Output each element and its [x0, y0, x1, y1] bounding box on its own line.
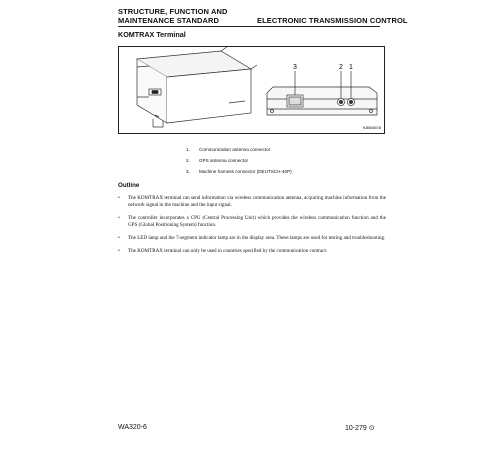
footer-model: WA320-6	[118, 424, 147, 431]
legend-item	[186, 166, 292, 177]
legend-text: Communication antenna connector	[199, 147, 271, 152]
bullet-marker: •	[118, 235, 120, 241]
footer-page-number: 10-279 ⊙	[345, 425, 375, 432]
page-header-right: ELECTRONIC TRANSMISSION CONTROL	[257, 16, 408, 25]
outline-bullets	[118, 195, 386, 261]
callout-1: 1	[349, 64, 353, 71]
bullet-text: The KOMTRAX terminal can send information via wireless communication antenna, acquiring machine information from the network signal in the machine and the input signal.	[128, 195, 386, 208]
bullet-marker: •	[118, 248, 120, 254]
legend-list	[186, 144, 292, 177]
legend-text: Machine harness connector (DEUTSCH-40P)	[199, 169, 292, 174]
bullet-item	[118, 248, 386, 255]
legend-item	[186, 144, 292, 155]
bullet-item	[118, 195, 386, 209]
figure-id: 9JB04678	[362, 125, 381, 130]
header-rule	[118, 26, 380, 27]
callout-2: 2	[339, 64, 343, 71]
legend-number: 1.	[186, 147, 190, 152]
bullet-marker: •	[118, 195, 120, 201]
legend-number: 2.	[186, 158, 190, 163]
legend-item	[186, 155, 292, 166]
outline-heading: Outline	[118, 182, 140, 189]
komtrax-terminal-illustration	[119, 47, 386, 135]
terminal-unit-view	[137, 47, 257, 127]
callout-3: 3	[293, 64, 297, 71]
header-line-1: STRUCTURE, FUNCTION AND	[118, 7, 228, 16]
legend-text: GPS antenna connector	[199, 158, 249, 163]
header-line-2: MAINTENANCE STANDARD	[118, 16, 220, 25]
section-title: KOMTRAX Terminal	[118, 30, 186, 39]
bullet-item	[118, 215, 386, 229]
bullet-text: The KOMTRAX terminal can only be used in countries specified by the communication contract.	[128, 248, 328, 254]
bullet-item	[118, 235, 386, 242]
bullet-text: The LED lamp and the 7-segment indicator lamp are in the display area. These lamps are used for testing and troubleshooting.	[128, 235, 386, 241]
bullet-marker: •	[118, 215, 120, 221]
connector-panel-view	[267, 71, 377, 115]
legend-number: 3.	[186, 169, 190, 174]
page-header-left	[118, 7, 228, 25]
bullet-text: The controller incorporates a CPU (Central Processing Unit) which provides the wireless communication function and the GPS (Global Positioning System) function.	[128, 215, 386, 228]
figure-frame	[118, 46, 385, 134]
